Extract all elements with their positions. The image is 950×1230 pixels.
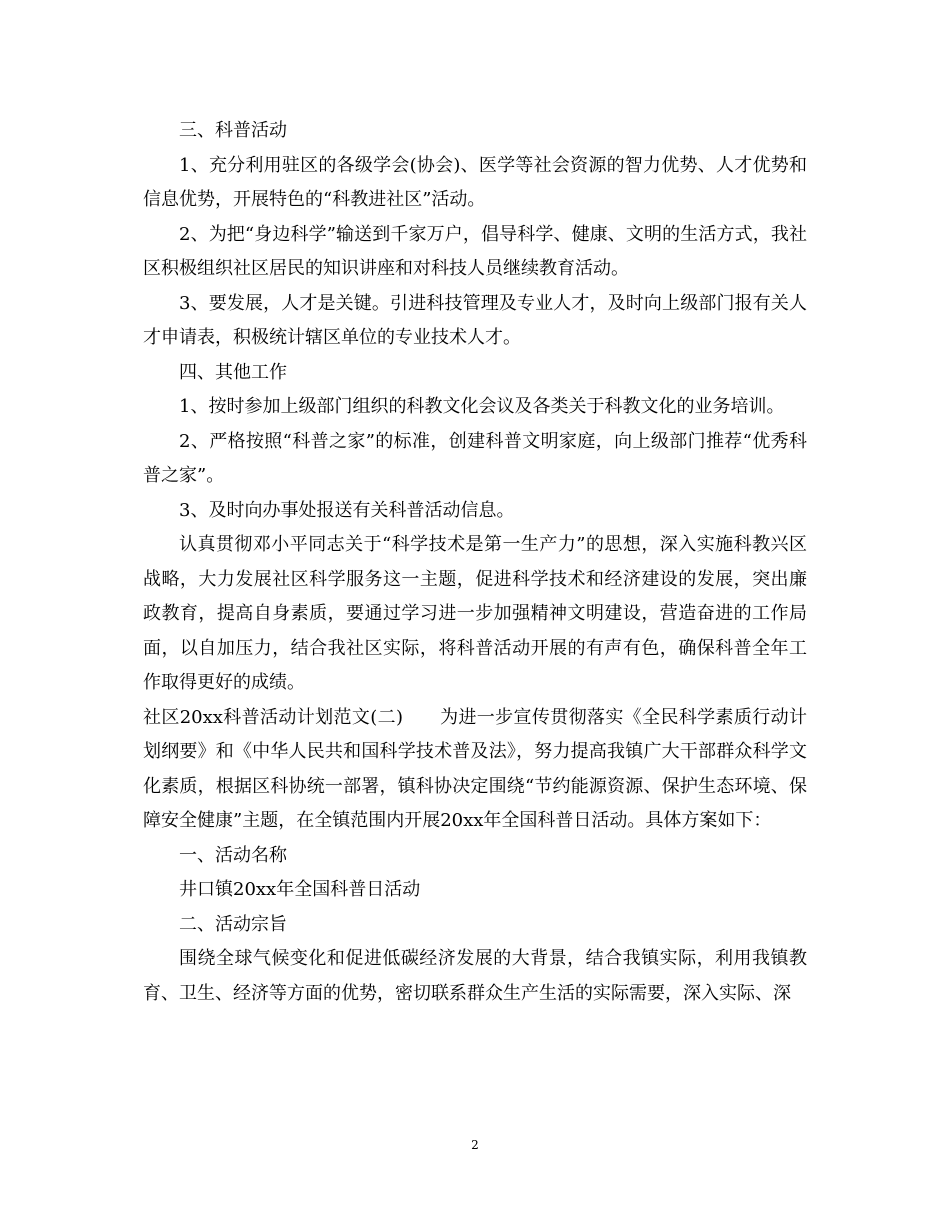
section-heading: 四、其他工作 [179,361,287,383]
body-paragraph: 1、充分利用驻区的各级学会(协会)、医学等社会资源的智力优势、人才优势和信息优势，开展特色的“科教进社区”活动。 [143,154,807,210]
body-paragraph: 认真贯彻邓小平同志关于“科学技术是第一生产力”的思想，深入实施科教兴区战略，大力发展社区科学服务这一主题，促进科学技术和经济建设的发展，突出廉政教育，提高自身素质，要通过学习进一步加强精神文明建设，营造奋进的工作局面，以自加压力，结合我社区实际，将科普活动开展的有声有色，确保科普全年工作取得更好的成绩。 [143,534,807,693]
section-heading: 一、活动名称 [179,844,287,866]
body-paragraph: 1、按时参加上级部门组织的科教文化会议及各类关于科教文化的业务培训。 [179,396,785,417]
body-paragraph: 3、及时向办事处报送有关科普活动信息。 [179,499,515,521]
body-paragraph: 井口镇20xx年全国科普日活动 [179,879,421,900]
body-paragraph: 2、严格按照“科普之家”的标准，创建科普文明家庭，向上级部门推荐“优秀科普之家”。 [143,430,807,486]
section-title-paragraph: 社区20xx科普活动计划范文(二) 为进一步宣传贯彻落实《全民科学素质行动计划纲要》和《中华人民共和国科学技术普及法》，努力提高我镇广大干部群众科学文化素质，根据区科协统一部署，镇科协决定围绕“节约能源资源、保护生态环境、保障安全健康”主题，在全镇范围内开展20xx年全国科普日活动。具体方案如下： [143,706,807,831]
section-heading: 三、科普活动 [179,120,287,141]
section-heading: 二、活动宗旨 [179,913,287,935]
page-number: 2 [471,1138,479,1152]
body-paragraph: 围绕全球气候变化和促进低碳经济发展的大背景，结合我镇实际，利用我镇教育、卫生、经济等方面的优势，密切联系群众生产生活的实际需要，深入实际、深 [143,948,807,1004]
body-paragraph: 3、要发展，人才是关键。引进科技管理及专业人才，及时向上级部门报有关人才申请表，积极统计辖区单位的专业技术人才。 [143,292,807,348]
document-body [143,114,807,1011]
body-paragraph: 2、为把“身边科学”输送到千家万户，倡导科学、健康、文明的生活方式，我社区积极组织社区居民的知识讲座和对科技人员继续教育活动。 [143,223,807,279]
